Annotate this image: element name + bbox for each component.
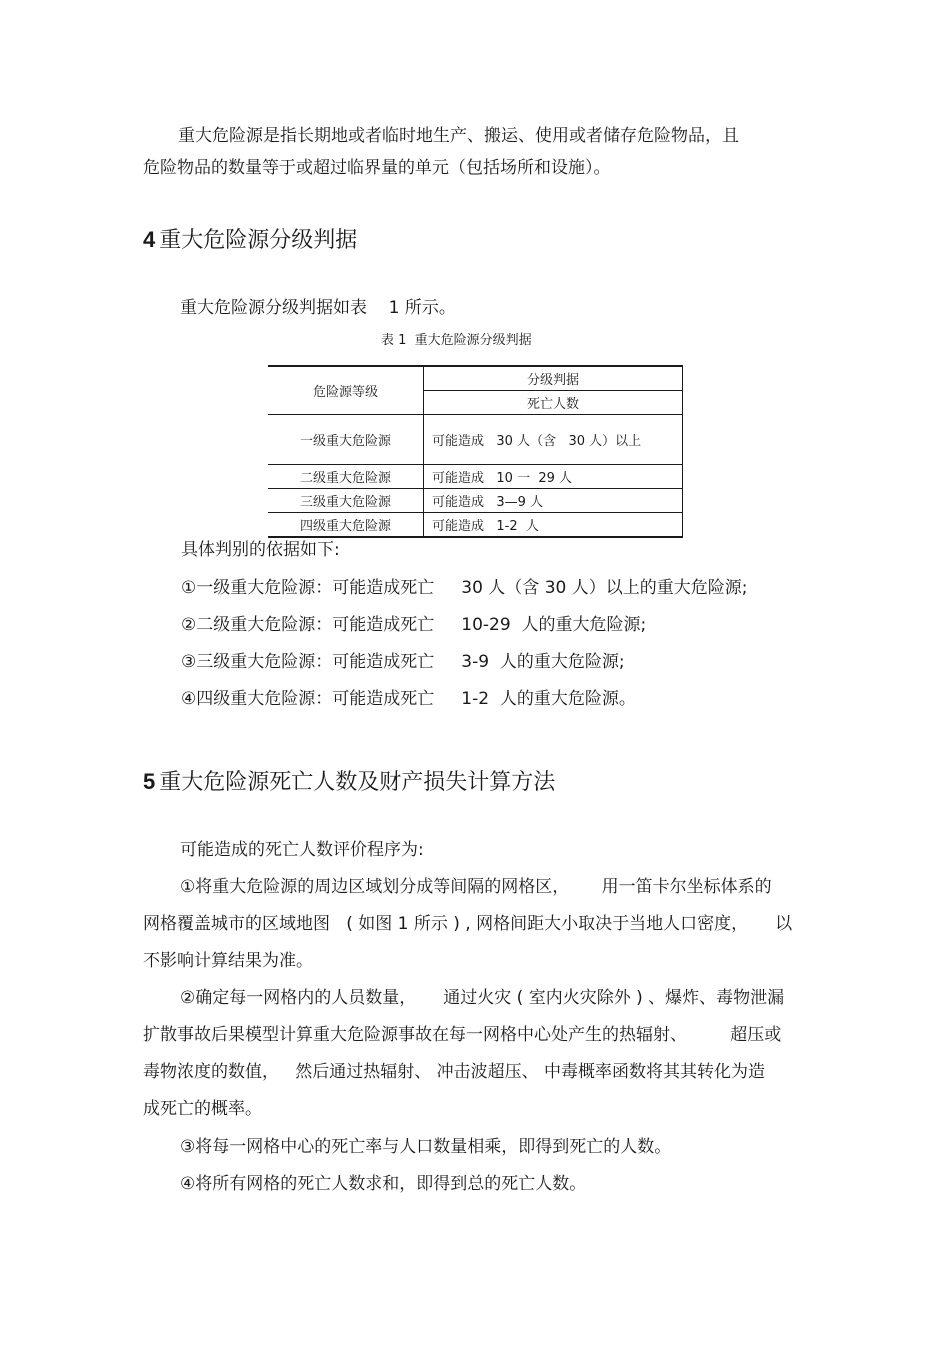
table-cell-grade: 三级重大危险源	[268, 489, 424, 513]
basis-item-3: ③三级重大危险源：可能造成死亡 3-9 人的重大危险源;	[181, 652, 625, 672]
section-4-lead: 重大危险源分级判据如表 1 所示。	[180, 298, 456, 318]
basis-lead: 具体判别的依据如下:	[181, 540, 340, 560]
table-cell-grade: 一级重大危险源	[268, 415, 424, 465]
basis-item-4: ④四级重大危险源：可能造成死亡 1-2 人的重大危险源。	[181, 689, 636, 709]
section-5-title: 重大危险源死亡人数及财产损失计算方法	[159, 770, 556, 795]
intro-line-2: 危险物品的数量等于或超过临界量的单元（包括场所和设施）。	[143, 158, 611, 178]
procedure-line-4: ②确定每一网格内的人员数量， 通过火灾 ( 室内火灾除外 ) 、爆炸、毒物泄漏	[180, 988, 785, 1008]
table-row	[268, 489, 683, 513]
procedure-line-1: ①将重大危险源的周边区域划分成等间隔的网格区， 用一笛卡尔坐标体系的	[180, 877, 772, 897]
section-5-lead: 可能造成的死亡人数评价程序为:	[180, 840, 424, 860]
section-4-heading	[143, 226, 357, 255]
table-subheader-deaths: 死亡人数	[424, 391, 683, 415]
section-4-title: 重大危险源分级判据	[159, 228, 358, 253]
table-row	[268, 465, 683, 489]
section-4-number: 4	[143, 227, 156, 252]
table-header-criteria: 分级判据	[424, 366, 683, 391]
table-caption: 表 1 重大危险源分级判据	[381, 333, 532, 348]
intro-line-1: 重大危险源是指长期地或者临时地生产、搬运、使用或者储存危险物品，且	[178, 126, 739, 146]
table-header-grade: 危险源等级	[268, 366, 424, 415]
table-row	[268, 415, 683, 465]
procedure-line-7: 成死亡的概率。	[143, 1099, 262, 1119]
table-row	[268, 513, 683, 538]
table-cell-criterion: 可能造成 10 一 29 人	[424, 465, 683, 489]
procedure-line-3: 不影响计算结果为准。	[143, 951, 313, 971]
table-cell-grade: 二级重大危险源	[268, 465, 424, 489]
procedure-line-5: 扩散事故后果模型计算重大危险源事故在每一网格中心处产生的热辐射、 超压或	[143, 1025, 782, 1045]
procedure-line-8: ③将每一网格中心的死亡率与人口数量相乘，即得到死亡的人数。	[180, 1137, 672, 1157]
table-cell-criterion: 可能造成 3—9 人	[424, 489, 683, 513]
basis-item-1: ①一级重大危险源：可能造成死亡 30 人（含 30 人）以上的重大危险源;	[181, 578, 748, 598]
table-cell-criterion: 可能造成 1-2 人	[424, 513, 683, 538]
section-5-heading	[143, 768, 555, 797]
procedure-line-2: 网格覆盖城市的区域地图 ( 如图 1 所示 ) , 网格间距大小取决于当地人口密度， 以	[143, 914, 793, 934]
procedure-line-9: ④将所有网格的死亡人数求和，即得到总的死亡人数。	[180, 1174, 587, 1194]
table-cell-grade: 四级重大危险源	[268, 513, 424, 538]
section-5-number: 5	[143, 769, 156, 794]
grade-table	[268, 365, 683, 538]
basis-item-2: ②二级重大危险源：可能造成死亡 10-29 人的重大危险源;	[181, 615, 647, 635]
table-cell-criterion: 可能造成 30 人（含 30 人）以上	[424, 415, 683, 465]
procedure-line-6: 毒物浓度的数值， 然后通过热辐射、 冲击波超压、 中毒概率函数将其其转化为造	[143, 1062, 766, 1082]
